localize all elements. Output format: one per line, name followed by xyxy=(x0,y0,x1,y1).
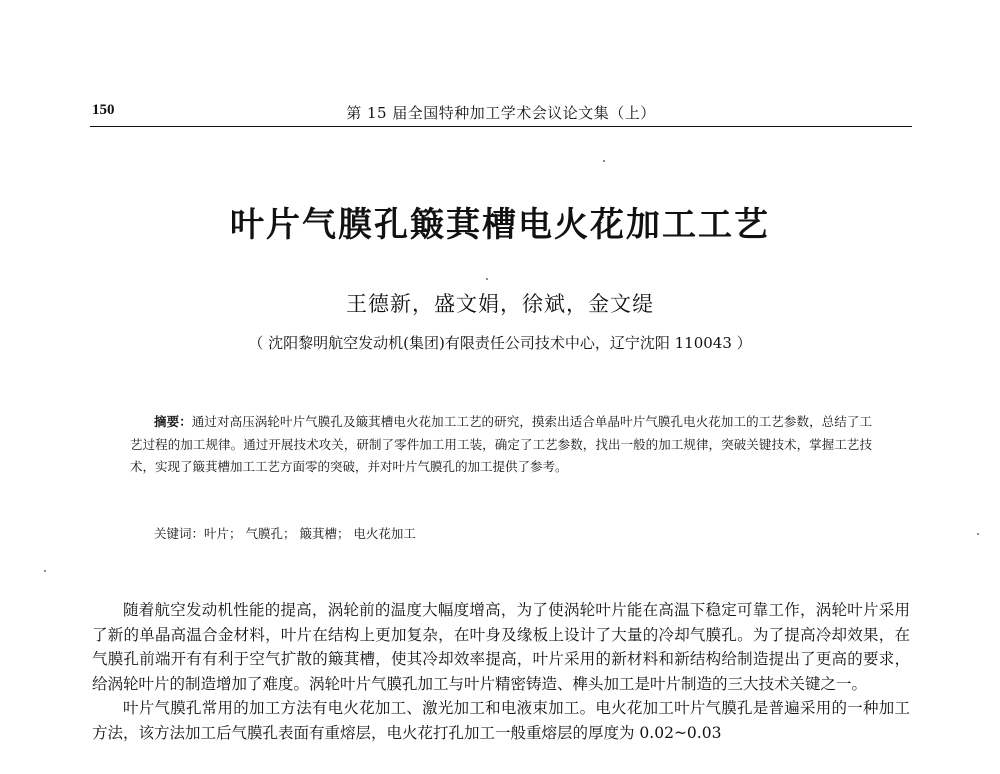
abstract-text: 通过对高压涡轮叶片气膜孔及簸萁槽电火花加工工艺的研究，摸索出适合单晶叶片气膜孔电火花加工的工艺参数，总结了工艺过程的加工规律。通过开展技术攻关，研制了零件加工用工装，确定了工艺参数，找出一般的加工规律，突破关键技术，掌握工艺技术，实现了簸萁槽加工工艺方面零的突破，并对叶片气膜孔的加工提供了参考。 xyxy=(130,414,872,474)
keywords xyxy=(154,523,872,545)
keywords-label: 关键词： xyxy=(154,526,205,541)
body-text xyxy=(92,598,910,745)
body-paragraph: 叶片气膜孔常用的加工方法有电火花加工、激光加工和电液束加工。电火花加工叶片气膜孔是普遍采用的一种加工方法，该方法加工后气膜孔表面有重熔层，电火花打孔加工一般重熔层的厚度为 0.02~0.03 xyxy=(92,699,910,742)
scan-speck xyxy=(603,160,605,162)
scan-speck xyxy=(44,570,46,572)
scan-speck xyxy=(977,533,979,535)
journal-name: 第 15 届全国特种加工学术会议论文集（上） xyxy=(346,104,656,122)
scan-speck xyxy=(486,278,488,280)
article-title: 叶片气膜孔簸萁槽电火花加工工艺 xyxy=(230,205,770,245)
abstract-label: 摘要： xyxy=(154,414,192,429)
body-paragraph: 随着航空发动机性能的提高，涡轮前的温度大幅度增高，为了使涡轮叶片能在高温下稳定可靠工作，涡轮叶片采用了新的单晶高温合金材料，叶片在结构上更加复杂，在叶身及缘板上设计了大量的冷却气膜孔。为了提高冷却效果，在气膜孔前端开有有利于空气扩散的簸萁槽，使其冷却效率提高，叶片采用的新材料和新结构给制造提出了更高的要求，给涡轮叶片的制造增加了难度。涡轮叶片气膜孔加工与叶片精密铸造、榫头加工是叶片制造的三大技术关键之一。 xyxy=(92,601,910,693)
running-header xyxy=(90,100,912,127)
page-number: 150 xyxy=(92,102,115,118)
abstract xyxy=(130,411,872,479)
keywords-text: 叶片； 气膜孔； 簸萁槽； 电火花加工 xyxy=(204,526,416,541)
article-authors: 王德新，盛文娟，徐斌，金文缇 xyxy=(346,292,654,316)
article-affiliation: （ 沈阳黎明航空发动机(集团)有限责任公司技术中心，辽宁沈阳 110043 ） xyxy=(248,334,752,352)
